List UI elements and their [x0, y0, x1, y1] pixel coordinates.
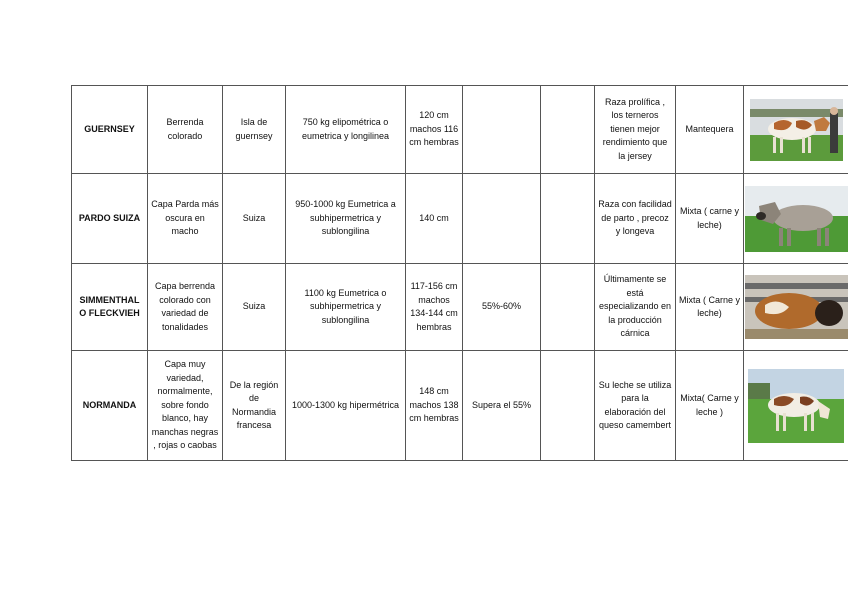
yield-cell: 55%-60% — [463, 264, 541, 351]
coat-cell: Berrenda colorado — [148, 86, 223, 174]
purpose-cell: Mixta( Carne y leche ) — [676, 351, 744, 461]
height-cell: 120 cm machos 116 cm hembras — [406, 86, 463, 174]
photo-cell — [744, 351, 848, 461]
photo-cell — [744, 174, 848, 264]
table-row — [72, 351, 848, 461]
weight-cell: 750 kg elipométrica o eumetrica y longilinea — [286, 86, 406, 174]
origin-cell: Suiza — [223, 174, 286, 264]
purpose-cell: Mantequera — [676, 86, 744, 174]
yield-cell: Supera el 55% — [463, 351, 541, 461]
coat-cell: Capa berrenda colorado con variedad de tonalidades — [148, 264, 223, 351]
photo-cell — [744, 86, 848, 174]
empty-cell — [541, 86, 595, 174]
breed-name: PARDO SUIZA — [72, 174, 148, 264]
notes-cell: Raza con facilidad de parto , precoz y longeva — [595, 174, 676, 264]
weight-cell: 950-1000 kg Eumetrica a subhipermetrica y sublongilina — [286, 174, 406, 264]
coat-cell: Capa muy variedad, normalmente, sobre fondo blanco, hay manchas negras , rojas o caobas — [148, 351, 223, 461]
empty-cell — [541, 264, 595, 351]
origin-cell: De la región de Normandia francesa — [223, 351, 286, 461]
height-cell: 140 cm — [406, 174, 463, 264]
coat-cell: Capa Parda más oscura en macho — [148, 174, 223, 264]
weight-cell: 1000-1300 kg hipermétrica — [286, 351, 406, 461]
breed-name: SIMMENTHAL O FLECKVIEH — [72, 264, 148, 351]
table-row — [72, 174, 848, 264]
breed-name: NORMANDA — [72, 351, 148, 461]
height-cell: 117-156 cm machos 134-144 cm hembras — [406, 264, 463, 351]
origin-cell: Suiza — [223, 264, 286, 351]
notes-cell: Raza prolífica , los terneros tienen mejor rendimiento que la jersey — [595, 86, 676, 174]
notes-cell: Su leche se utiliza para la elaboración del queso camembert — [595, 351, 676, 461]
yield-cell — [463, 174, 541, 264]
height-cell: 148 cm machos 138 cm hembras — [406, 351, 463, 461]
notes-cell: Últimamente se está especializando en la producción cárnica — [595, 264, 676, 351]
yield-cell — [463, 86, 541, 174]
photo-cell — [744, 264, 848, 351]
pardo-suiza-cow-photo — [745, 186, 848, 252]
breed-name: GUERNSEY — [72, 86, 148, 174]
weight-cell: 1100 kg Eumetrica o subhipermetrica y sublongilina — [286, 264, 406, 351]
table-row — [72, 86, 848, 174]
simmenthal-cow-photo — [745, 275, 848, 339]
purpose-cell: Mixta ( Carne y leche) — [676, 264, 744, 351]
table-row — [72, 264, 848, 351]
normanda-cow-photo — [748, 369, 844, 443]
origin-cell: Isla de guernsey — [223, 86, 286, 174]
guernsey-cow-photo — [750, 99, 843, 161]
empty-cell — [541, 174, 595, 264]
empty-cell — [541, 351, 595, 461]
breeds-table — [71, 85, 848, 461]
purpose-cell: Mixta ( carne y leche) — [676, 174, 744, 264]
